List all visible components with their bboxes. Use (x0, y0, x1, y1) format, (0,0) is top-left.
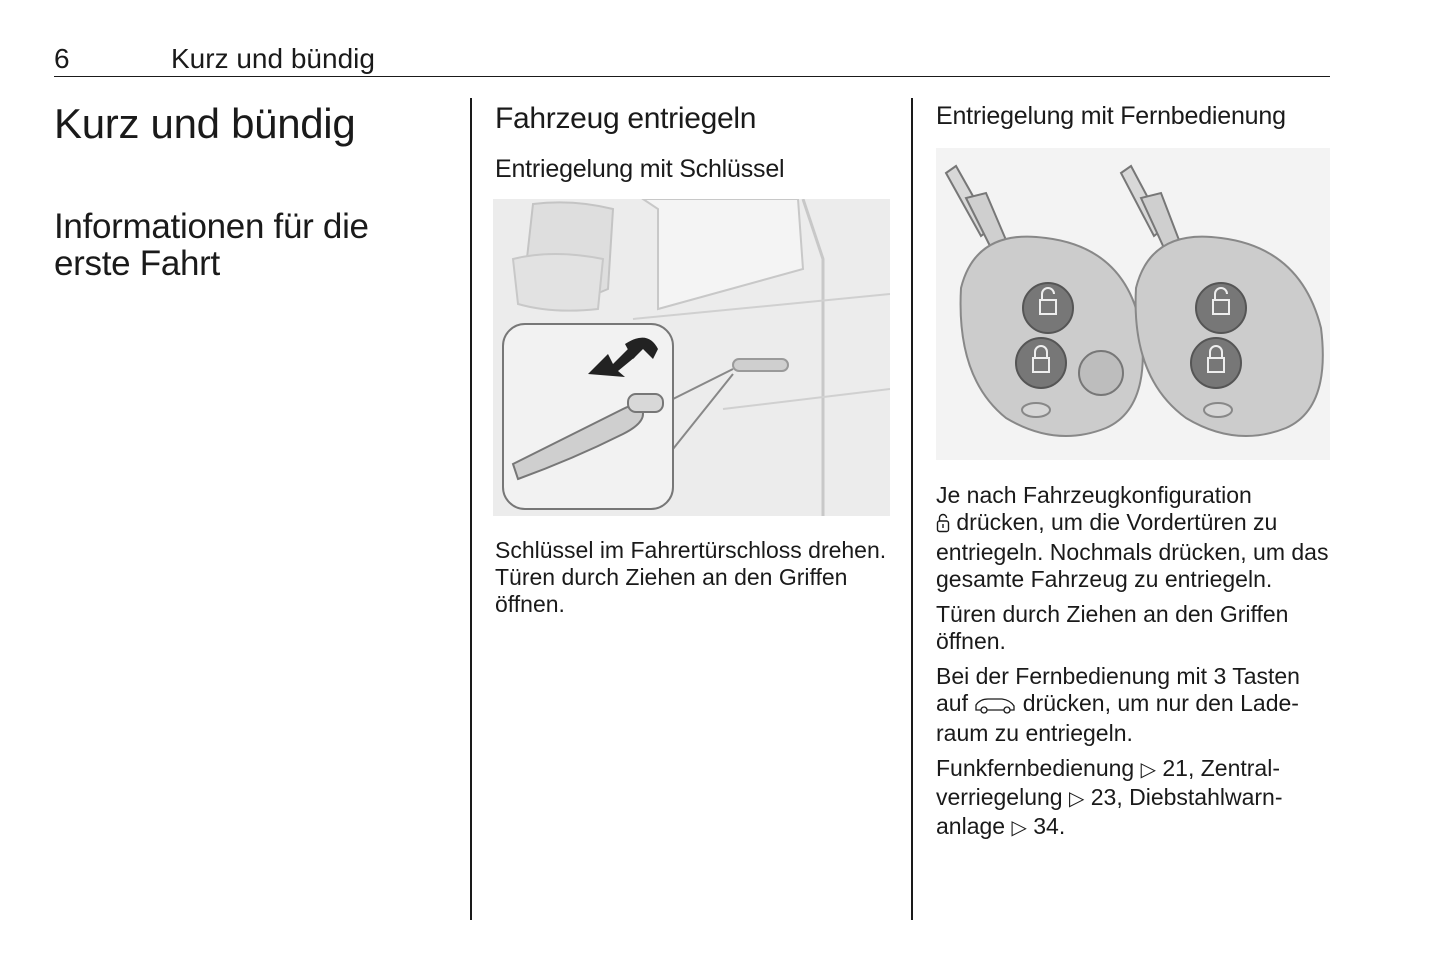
config-line: Je nach Fahrzeugkonfiguration (936, 482, 1252, 508)
page-reference-arrow-icon: ▷ (1068, 788, 1085, 810)
key-unlock-instructions: Schlüssel im Fahrertürschloss drehen. Türen durch Ziehen an den Griffen öffnen. (495, 537, 887, 617)
paragraph-three-buttons (936, 663, 1336, 747)
column-divider (911, 98, 913, 920)
three-buttons-text: Bei der Fernbedienung mit 3 Tasten auf (936, 663, 1300, 716)
chapter-title: Kurz und bündig (54, 100, 356, 147)
ref-central-locking: 21, Zentralverriegelung (936, 755, 1281, 810)
section-title: Informationen für die erste Fahrt (54, 207, 369, 283)
remote-unlock-instructions (936, 482, 1336, 850)
subheading-key-unlock: Entriegelung mit Schlüssel (495, 155, 785, 183)
paragraph-config (936, 482, 1336, 593)
unlock-padlock-icon (936, 512, 950, 539)
cargo-unlock-text: drücken, um nur den Laderaum zu entriegeln. (936, 690, 1299, 746)
paragraph-handles: Türen durch Ziehen an den Griffen öffnen. (936, 601, 1289, 654)
remote-key-fobs-illustration (936, 148, 1330, 460)
column-divider (470, 98, 472, 920)
page-number: 6 (54, 43, 70, 74)
ref-anti-theft-page: 34. (1026, 813, 1066, 839)
ref-anti-theft: 23, Diebstahlwarnanlage (936, 784, 1283, 839)
van-cargo-icon (974, 693, 1016, 720)
heading-unlock-vehicle: Fahrzeug entriegeln (495, 102, 757, 135)
page-reference-arrow-icon: ▷ (1140, 759, 1156, 781)
subheading-remote-unlock: Entriegelung mit Fernbedienung (936, 102, 1286, 130)
door-handle-key-illustration (493, 199, 890, 516)
page-reference-arrow-icon: ▷ (1011, 817, 1027, 839)
config-text: drücken, um die Vordertüren zu entriegeln. Nochmals drücken, um das gesamte Fahrzeug zu entriegeln. (936, 509, 1329, 592)
page-header (54, 42, 1330, 77)
ref-remote-control: Funkfernbedienung (936, 755, 1141, 781)
paragraph-references (936, 755, 1336, 842)
running-title: Kurz und bündig (171, 43, 375, 74)
